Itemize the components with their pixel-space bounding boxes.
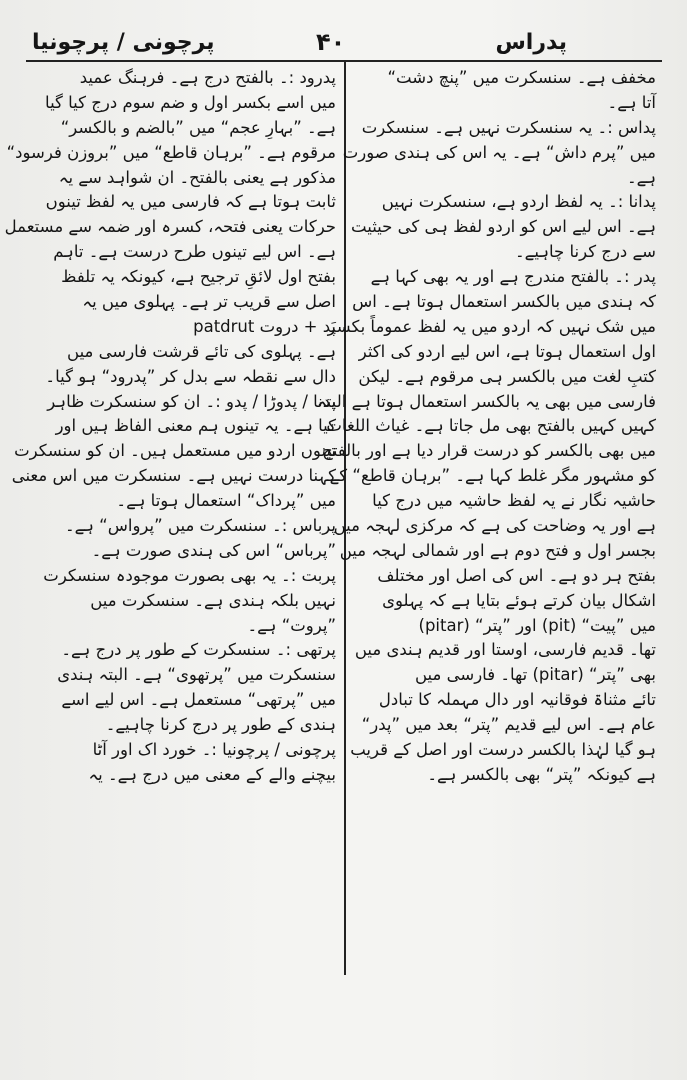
text-line: بجسر اول و فتح دوم ہے اور شمالی لہجہ میں (339, 540, 656, 560)
text-line: ”پروت“ ہے۔ (247, 615, 336, 635)
page-number: ۴۰ (316, 28, 346, 56)
text-line: اشکال بیان کرتے ہوئے بتایا ہے کہ پہلوی (382, 590, 656, 610)
text-line: پرباس :۔ سنسکرت میں ”پرواس“ ہے۔ (64, 516, 336, 536)
text-line: کیا ہے۔ یہ تینوں ہم معنی الفاظ ہیں اور (55, 416, 336, 436)
text-line: کہ ہندی میں بالکسر استعمال ہوتا ہے۔ اس (352, 292, 656, 312)
text-line: ثابت ہوتا ہے کہ فارسی میں یہ لفظ تینوں (45, 192, 336, 212)
text-line: ہے۔ اس لیے تینوں طرح درست ہے۔ تاہم (53, 242, 336, 262)
text-line: پَد + دروت patdrut (193, 316, 336, 336)
text-line: ہے۔ ”بہارِ عجم“ میں ”بالضم و بالکسر“ (60, 117, 336, 137)
text-line: مذکور ہے یعنی بالفتح۔ ان شواہد سے یہ (58, 167, 336, 187)
text-line: ہے۔ پہلوی کی تائے قرشت فارسی میں (67, 341, 336, 361)
text-line: میں بھی بالکسر کو درست قرار دیا ہے اور بالفتح (322, 441, 656, 461)
text-line: مخفف ہے۔ سنسکرت میں ”پنچ دشت“ (387, 68, 656, 87)
text-line: بھی ”پتر“ (pitar) تھا۔ فارسی میں (415, 665, 656, 685)
text-line: کو مشہور مگر غلط کہا ہے۔ ”برہان قاطع“ کے (329, 466, 656, 486)
text-line: آتا ہے۔ (607, 92, 656, 112)
text-line: حرکات یعنی فتحہ، کسرہ اور ضمہ سے مستعمل (4, 217, 336, 237)
text-line: میں ”پرداک“ استعمال ہوتا ہے۔ (116, 491, 336, 511)
text-line: مرقوم ہے۔ ”برہان قاطع“ میں ”بروزن فرسود“ (6, 142, 336, 162)
text-line: ہو گیا لہٰذا بالکسر درست اور اصل کے قریب (350, 740, 656, 760)
text-line: تھا۔ قدیم فارسی، اوستا اور قدیم ہندی میں (354, 640, 656, 660)
text-line: میں ”پرتھی“ مستعمل ہے۔ اس لیے اسے (61, 690, 336, 710)
text-line: کہنا درست نہیں ہے۔ سنسکرت میں اس معنی (11, 466, 336, 486)
text-line: اول استعمال ہوتا ہے، اس لیے اردو کی اکثر (358, 341, 656, 361)
running-head-right: پدراس (495, 30, 567, 55)
text-line: میں ”پیت“ (pit) اور ”پتر“ (pitar) (418, 615, 656, 635)
text-line: میں اسے بکسر اول و ضم سوم درج کیا گیا (45, 92, 336, 112)
text-line: حاشیہ نگار نے یہ لفظ حاشیہ میں درج کیا (372, 491, 656, 511)
text-line: تائے مثناۃ فوقانیہ اور دال مہملہ کا تبادل (378, 690, 656, 710)
running-head-left: پرچونی / پرچونیا (32, 30, 215, 55)
text-line: پدانا :۔ یہ لفظ اردو ہے، سنسکرت نہیں (381, 192, 656, 212)
text-line: پربت :۔ یہ بھی بصورت موجودہ سنسکرت (43, 565, 336, 585)
text-line: میں ”پرم داش“ ہے۔ یہ اس کی ہندی صورت (342, 142, 656, 162)
text-line: پدنا / پدوڑا / پدو :۔ ان کو سنسکرت ظاہر (47, 391, 336, 411)
text-line: کتبِ لغت میں بالکسر ہی مرقوم ہے۔ لیکن (358, 366, 656, 386)
text-line: پدر :۔ بالفتح مندرج ہے اور یہ بھی کہا ہے (370, 267, 656, 287)
text-line: اصل سے قریب تر ہے۔ پہلوی میں یہ (82, 292, 336, 312)
text-line: پدرود :۔ بالفتح درج ہے۔ فرہنگ عمید (79, 68, 336, 87)
text-line: عام ہے۔ اس لیے قدیم ”پتر“ بعد میں ”پدر“ (361, 715, 656, 735)
right-column (317, 66, 656, 788)
text-line: سنسکرت میں ”پرتھوی“ ہے۔ البتہ ہندی (57, 665, 336, 685)
text-line: میں شک نہیں کہ اردو میں یہ لفظ عموماً بکسر (327, 316, 656, 336)
text-line: ہندی کے طور پر درج کرنا چاہیے۔ (105, 715, 336, 735)
left-column (4, 66, 336, 788)
page-header (0, 0, 687, 60)
text-line: ”پرباس“ اس کی ہندی صورت ہے۔ (91, 540, 336, 560)
text-line: پرچونی / پرچونیا :۔ خورد اک اور آٹا (92, 740, 336, 760)
text-line: تینوں اردو میں مستعمل ہیں۔ ان کو سنسکرت (14, 441, 336, 461)
text-line: ہے کیونکہ ”پتر“ بھی بالکسر ہے۔ (427, 764, 656, 784)
text-line: فارسی میں بھی یہ بالکسر استعمال ہوتا ہے البتہ (317, 391, 656, 411)
text-line: ہے اور یہ وضاحت کی ہے کہ مرکزی لہجہ میں (333, 516, 656, 536)
text-line: پداس :۔ یہ سنسکرت نہیں ہے۔ سنسکرت (361, 117, 656, 137)
text-line: کہیں کہیں بالفتح بھی مل جاتا ہے۔ غیاث اللغات (326, 416, 656, 436)
text-line: بفتح اول لائقِ ترجیح ہے، کیونکہ یہ تلفظ (61, 267, 336, 287)
text-line: دال سے نقطہ سے بدل کر ”پدرود“ ہو گیا۔ (45, 366, 336, 386)
text-line: بیچنے والے کے معنی میں درج ہے۔ یہ (88, 764, 336, 784)
text-line: نہیں بلکہ ہندی ہے۔ سنسکرت میں (90, 590, 336, 610)
text-line: سے درج کرنا چاہیے۔ (515, 242, 656, 262)
text-line: ہے۔ (626, 167, 656, 187)
text-line: بفتح ہر دو ہے۔ اس کی اصل اور مختلف (377, 565, 656, 585)
text-line: ہے۔ اس لیے اس کو اردو لفظ ہی کی حیثیت (351, 217, 656, 237)
text-line: پرتھی :۔ سنسکرت کے طور پر درج ہے۔ (61, 640, 336, 660)
